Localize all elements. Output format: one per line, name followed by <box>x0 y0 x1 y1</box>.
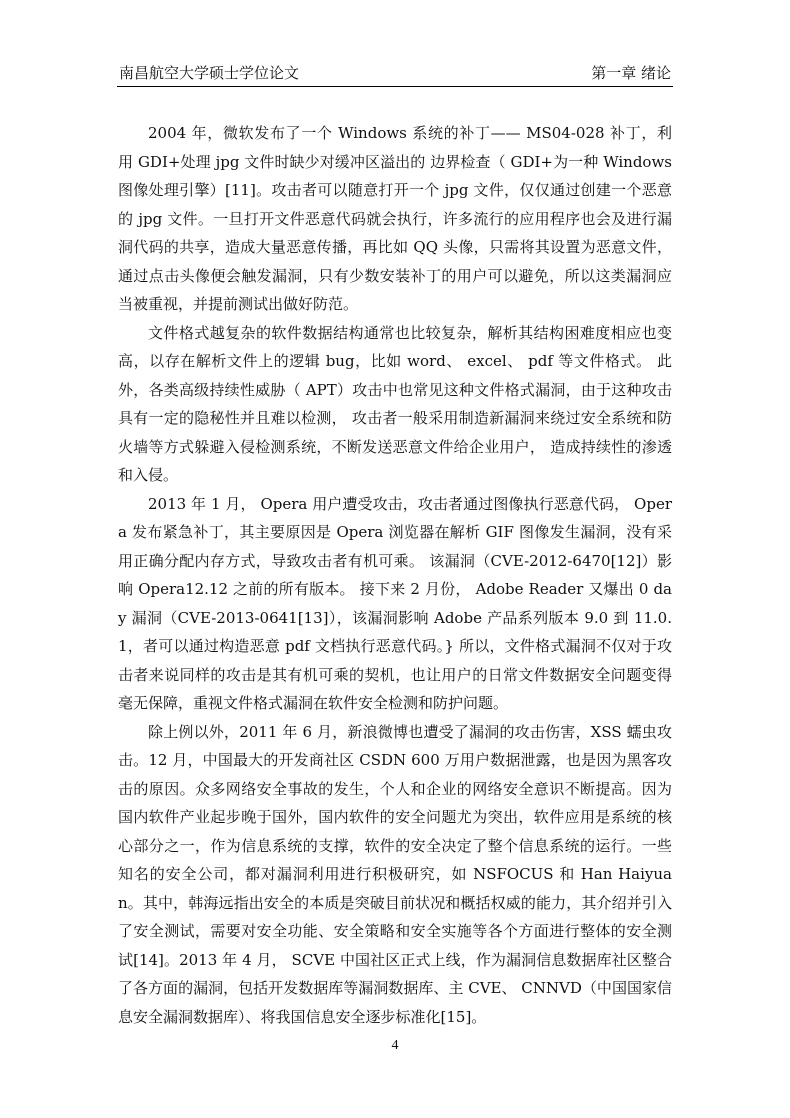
paragraph-4: 除上例以外，2011 年 6 月，新浪微博也遭受了漏洞的攻击伤害，XSS 蠕虫攻击。12 月，中国最大的开发商社区 CSDN 600 万用户数据泄露，也是因为黑客攻击的原因。众多网络安全事故的发生，个人和企业的网络安全意识不断提高。因为国内软件产业起步晚于国外，国内软件的安全问题尤为突出，软件应用是系统的核心部分之一，作为信息系统的支撑，软件的安全决定了整个信息系统的运行。一些知名的安全公司，都对漏洞利用进行积极研究，如 NSFOCUS 和 Han Haiyuan。其中，韩海远指出安全的本质是突破目前状况和概括权威的能力，其介绍并引入了安全测试，需要对安全功能、安全策略和安全实施等各个方面进行整体的安全测试[14]。2013 年 4 月， SCVE 中国社区正式上线，作为漏洞信息数据库社区整合了各方面的漏洞，包括开发数据库等漏洞数据库、主 CVE、 CNNVD（中国国家信息安全漏洞数据库）、将我国信息安全逐步标准化[15]。 <box>118 722 672 1026</box>
paragraph-3: 2013 年 1 月， Opera 用户遭受攻击，攻击者通过图像执行恶意代码， Opera 发布紧急补丁，其主要原因是 Opera 浏览器在解析 GIF 图像发生漏洞，没有采用正确分配内存方式，导致攻击者有机可乘。 该漏洞（CVE-2012-6470[12]）影响 Opera12.12 之前的所有版本。 接下来 2 月份， Adobe Reader 又爆出 0 day 漏洞（CVE-2013-0641[13]），该漏洞影响 Adobe 产品系列版本 9.0 到 11.0.1，者可以通过构造恶意 pdf 文档执行恶意代码。} 所以，文件格式漏洞不仅对于攻击者来说同样的攻击是其有机可乘的契机，也让用户的日常文件数据安全问题变得毫无保障，重视文件格式漏洞在软件安全检测和防护问题。 <box>118 494 672 712</box>
header-thesis-title: 南昌航空大学硕士学位论文 <box>119 64 300 82</box>
paragraph-1: 2004 年，微软发布了一个 Windows 系统的补丁—— MS04-028 补丁，利用 GDI+处理 jpg 文件时缺少对缓冲区溢出的 边界检查（ GDI+为一种 Windows 图像处理引擎）[11]。攻击者可以随意打开一个 jpg 文件，仅仅通过创建一个恶意的 jpg 文件。一旦打开文件恶意代码就会执行，许多流行的应用程序也会及进行漏洞代码的共享，造成大量恶意传播，再比如 QQ 头像，只需将其设置为恶意文件，通过点击头像便会触发漏洞，只有少数安装补丁的用户可以避免，所以这类漏洞应当被重视，并提前测试出做好防范。 <box>118 124 672 313</box>
header-chapter-title: 第一章 绪论 <box>591 64 671 82</box>
paragraph-2: 文件格式越复杂的软件数据结构通常也比较复杂，解析其结构困难度相应也变高，以存在解析文件上的逻辑 bug，比如 word、 excel、 pdf 等文件格式。 此外，各类高级持续性威胁（ APT）攻击中也常见这种文件格式漏洞，由于这种攻击具有一定的隐秘性并且难以检测， 攻击者一般采用制造新漏洞来绕过安全系统和防火墙等方式躲避入侵检测系统，不断发送恶意文件给企业用户， 造成持续性的渗透和入侵。 <box>118 323 672 484</box>
running-header <box>117 62 673 87</box>
page-number: 4 <box>391 1038 399 1053</box>
body-text <box>118 119 672 1031</box>
